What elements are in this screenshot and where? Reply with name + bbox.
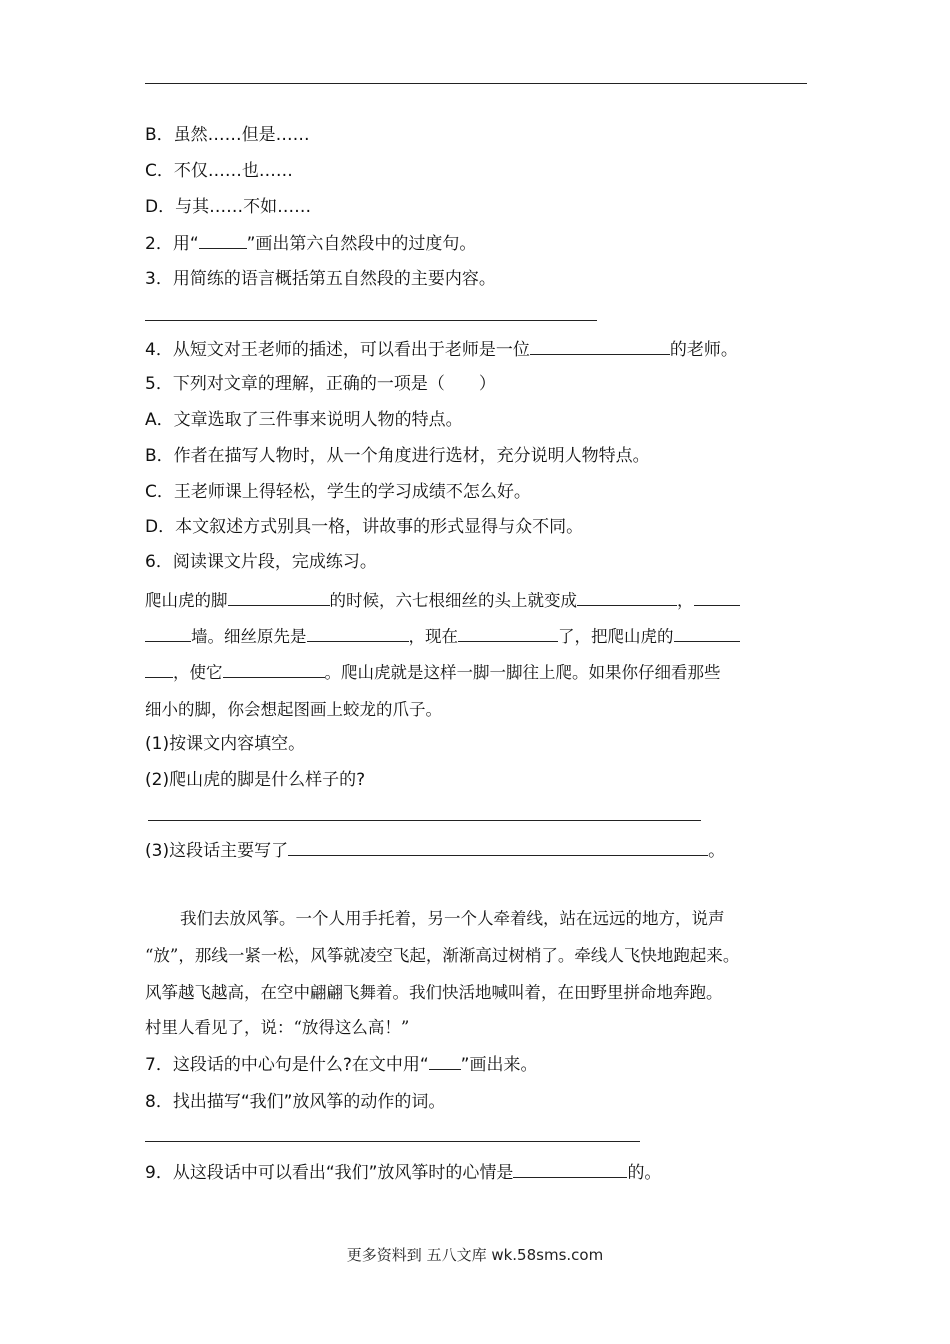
q6-blank-5[interactable] (458, 624, 558, 642)
q5-option-d: D．本文叙述方式别具一格，讲故事的形式显得与众不同。 (145, 517, 584, 537)
header-rule (145, 83, 807, 84)
q6-sub-3 (145, 838, 725, 863)
q6-text: ， (677, 591, 694, 610)
q5-option-a: A．文章选取了三件事来说明人物的特点。 (145, 410, 463, 430)
q6-blank-3a[interactable] (694, 588, 740, 606)
q6-blank-4[interactable] (307, 624, 409, 642)
q6-text: 。爬山虎就是这样一脚一脚往上爬。如果你仔细看那些 (324, 663, 721, 682)
q9-blank[interactable] (513, 1160, 627, 1178)
question-7 (145, 1052, 537, 1077)
q6-blank-6b[interactable] (145, 660, 173, 678)
q6-passage-line-2 (145, 624, 740, 649)
q5-option-c: C．王老师课上得轻松，学生的学习成绩不怎么好。 (145, 482, 531, 502)
q5-option-b: B．作者在描写人物时，从一个角度进行选材，充分说明人物特点。 (145, 446, 650, 466)
q6-blank-7[interactable] (223, 660, 325, 678)
passage-2-line-1: 我们去放风筝。一个人用手托着，另一个人牵着线，站在远远的地方，说声 (180, 909, 725, 928)
q6-sub-1: (1)按课文内容填空。 (145, 734, 306, 754)
q2-text-post: ”画出第六自然段中的过度句。 (246, 234, 477, 254)
q6-passage-line-3 (145, 660, 721, 685)
q6-sub2-answer-line[interactable] (148, 820, 701, 821)
q6-passage-line-1 (145, 588, 740, 613)
q6-text: 墙。细丝原先是 (191, 627, 307, 646)
q6-blank-2[interactable] (577, 588, 677, 606)
passage-2-line-3: 风筝越飞越高，在空中翩翩飞舞着。我们快活地喊叫着，在田野里拼命地奔跑。 (145, 983, 723, 1002)
q6-text: 了，把爬山虎的 (558, 627, 674, 646)
passage-2-line-4: 村里人看见了，说：“放得这么高！” (145, 1018, 410, 1037)
q4-blank[interactable] (530, 337, 670, 355)
q2-text-pre: 2．用“ (145, 234, 199, 254)
question-8: 8．找出描写“我们”放风筝的动作的词。 (145, 1092, 446, 1112)
option-c: C．不仅……也…… (145, 161, 293, 181)
q3-answer-line[interactable] (145, 320, 597, 321)
q8-answer-line[interactable] (145, 1141, 640, 1142)
q6-text: ，使它 (173, 663, 223, 682)
q7-text-post: ”画出来。 (460, 1055, 538, 1075)
footer-source-text: 更多资料到 五八文库 wk.58sms.com (346, 1246, 604, 1264)
passage-2-line-2: “放”，那线一紧一松，风筝就凌空飞起，渐渐高过树梢了。牵线人飞快地跑起来。 (145, 946, 740, 965)
q6-text: 的时候，六七根细丝的头上就变成 (329, 591, 577, 610)
q6-sub3-text-pre: (3)这段话主要写了 (145, 841, 289, 861)
question-2 (145, 231, 476, 256)
option-d: D．与其……不如…… (145, 197, 312, 217)
q6-blank-1[interactable] (228, 588, 330, 606)
question-4 (145, 337, 738, 362)
option-b: B．虽然……但是…… (145, 125, 310, 145)
q9-text-pre: 9．从这段话中可以看出“我们”放风筝时的心情是 (145, 1163, 514, 1183)
q6-blank-3b[interactable] (145, 624, 191, 642)
q6-sub3-blank[interactable] (288, 838, 708, 856)
q4-text-pre: 4．从短文对王老师的插述，可以看出于老师是一位 (145, 340, 530, 360)
q9-text-post: 的。 (627, 1163, 662, 1183)
question-3: 3．用简练的语言概括第五自然段的主要内容。 (145, 269, 496, 289)
q7-blank[interactable] (429, 1052, 461, 1070)
q6-sub-2: (2)爬山虎的脚是什么样子的? (145, 770, 366, 790)
q2-blank[interactable] (199, 231, 247, 249)
q6-text: 爬山虎的脚 (145, 591, 228, 610)
q6-blank-6a[interactable] (674, 624, 740, 642)
question-5: 5．下列对文章的理解，正确的一项是（ ） (145, 374, 496, 394)
q4-text-post: 的老师。 (669, 340, 738, 360)
q7-text-pre: 7．这段话的中心句是什么?在文中用“ (145, 1055, 429, 1075)
q6-passage-line-4: 细小的脚，你会想起图画上蛟龙的爪子。 (145, 700, 442, 719)
q6-text: ，现在 (408, 627, 458, 646)
question-9 (145, 1160, 661, 1185)
question-6: 6．阅读课文片段，完成练习。 (145, 552, 377, 572)
q6-sub3-text-post: 。 (708, 841, 726, 861)
